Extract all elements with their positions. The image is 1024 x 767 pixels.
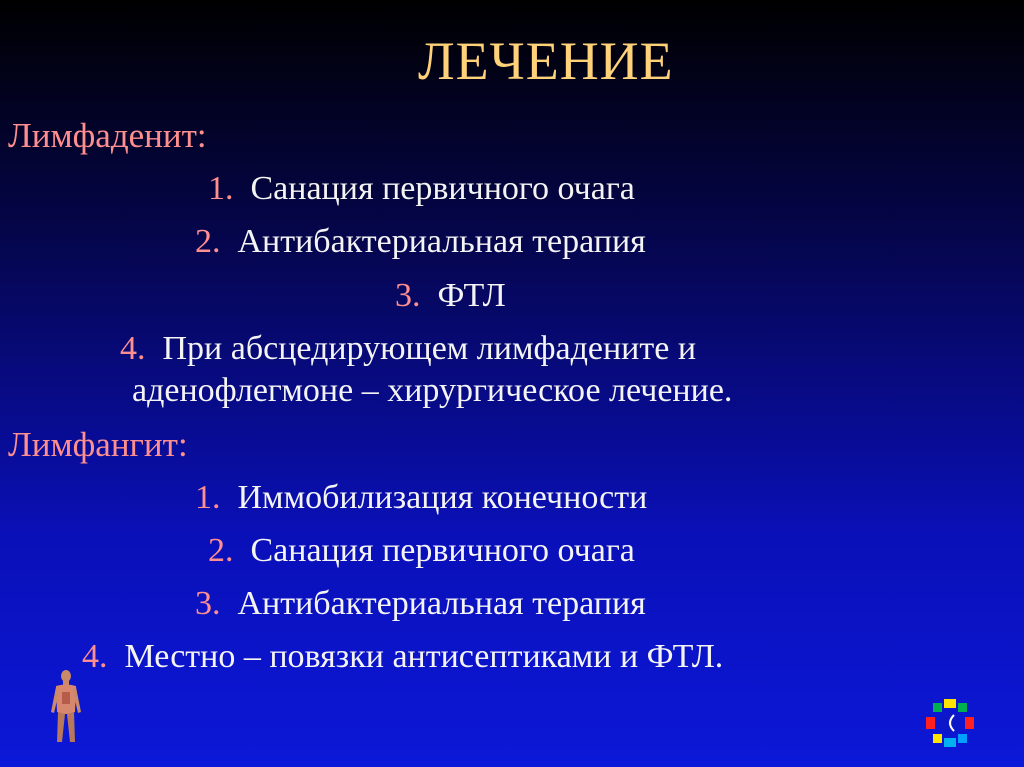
list-item (195, 223, 646, 261)
list-text: Антибактериальная терапия (237, 223, 646, 260)
section-label-lymphangitis: Лимфангит: (8, 425, 188, 464)
list-number: 4. (82, 638, 108, 675)
list-item (82, 638, 723, 676)
list-number: 3. (195, 585, 221, 622)
list-item (208, 170, 635, 208)
list-item (120, 330, 696, 368)
list-item (208, 532, 635, 570)
section-label-lymphadenitis: Лимфаденит: (8, 116, 207, 155)
list-text: Санация первичного очага (250, 532, 635, 569)
list-number: 4. (120, 330, 146, 367)
slide-title: ЛЕЧЕНИЕ (418, 31, 674, 91)
list-number: 3. (395, 277, 421, 314)
navigation-wheel-icon[interactable] (924, 697, 976, 749)
list-text: Иммобилизация конечности (237, 479, 648, 516)
list-number: 1. (195, 479, 221, 516)
human-figure-icon (48, 668, 84, 746)
list-item (195, 585, 646, 623)
list-text: Антибактериальная терапия (237, 585, 646, 622)
list-number: 2. (208, 532, 234, 569)
list-item (395, 277, 506, 315)
list-text-continuation: аденофлегмоне – хирургическое лечение. (132, 372, 733, 409)
list-text: При абсцедирующем лимфадените и (162, 330, 697, 367)
list-item (195, 479, 647, 517)
list-number: 1. (208, 170, 234, 207)
list-number: 2. (195, 223, 221, 260)
list-text: ФТЛ (437, 277, 506, 314)
list-text: Санация первичного очага (250, 170, 635, 207)
list-text: Местно – повязки антисептиками и ФТЛ. (124, 638, 724, 675)
